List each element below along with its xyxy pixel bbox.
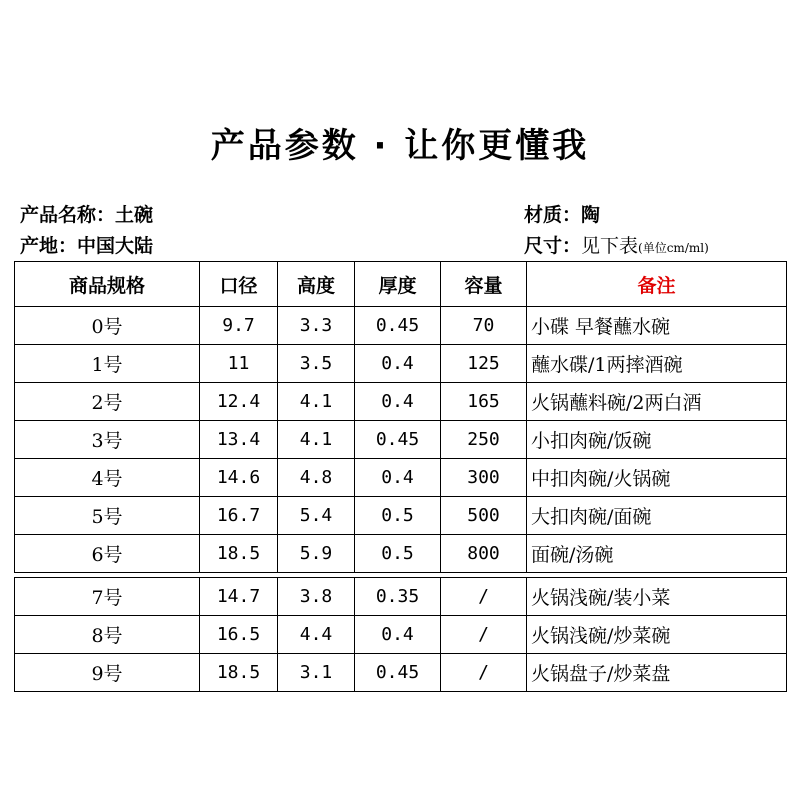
cell-capacity: 165 xyxy=(441,383,527,421)
product-name-label: 产品名称： xyxy=(20,204,116,226)
table-row xyxy=(15,578,787,616)
header-capacity: 容量 xyxy=(441,262,527,307)
cell-thickness: 0.4 xyxy=(355,345,441,383)
cell-spec: 7号 xyxy=(15,578,200,616)
table-row xyxy=(15,535,787,573)
cell-note: 小扣肉碗/饭碗 xyxy=(527,421,787,459)
cell-spec: 2号 xyxy=(15,383,200,421)
table-row xyxy=(15,459,787,497)
cell-spec: 3号 xyxy=(15,421,200,459)
cell-spec: 6号 xyxy=(15,535,200,573)
cell-diameter: 14.6 xyxy=(200,459,278,497)
cell-height: 4.1 xyxy=(278,383,355,421)
cell-capacity: 300 xyxy=(441,459,527,497)
cell-capacity: / xyxy=(441,654,527,692)
product-origin xyxy=(20,234,153,258)
cell-thickness: 0.45 xyxy=(355,654,441,692)
cell-note: 火锅蘸料碗/2两白酒 xyxy=(527,383,787,421)
page-title: 产品参数 · 让你更懂我 xyxy=(210,126,590,166)
cell-spec: 5号 xyxy=(15,497,200,535)
cell-thickness: 0.5 xyxy=(355,535,441,573)
cell-spec: 1号 xyxy=(15,345,200,383)
cell-note: 火锅盘子/炒菜盘 xyxy=(527,654,787,692)
table-row xyxy=(15,616,787,654)
cell-height: 5.9 xyxy=(278,535,355,573)
product-origin-value: 中国大陆 xyxy=(77,235,154,257)
product-size xyxy=(524,234,709,260)
cell-note: 蘸水碟/1两摔酒碗 xyxy=(527,345,787,383)
product-name xyxy=(20,203,153,227)
cell-thickness: 0.45 xyxy=(355,307,441,345)
cell-capacity: 70 xyxy=(441,307,527,345)
cell-height: 3.8 xyxy=(278,578,355,616)
cell-capacity: / xyxy=(441,578,527,616)
header-spec: 商品规格 xyxy=(15,262,200,307)
table-row xyxy=(15,497,787,535)
cell-capacity: / xyxy=(441,616,527,654)
product-name-value: 土碗 xyxy=(115,204,154,226)
table-row xyxy=(15,421,787,459)
cell-height: 4.4 xyxy=(278,616,355,654)
product-material-value: 陶 xyxy=(581,204,601,226)
cell-height: 3.5 xyxy=(278,345,355,383)
header-note: 备注 xyxy=(527,262,787,307)
table-row xyxy=(15,654,787,692)
cell-capacity: 800 xyxy=(441,535,527,573)
cell-note: 大扣肉碗/面碗 xyxy=(527,497,787,535)
cell-thickness: 0.4 xyxy=(355,383,441,421)
cell-diameter: 11 xyxy=(200,345,278,383)
cell-spec: 0号 xyxy=(15,307,200,345)
cell-capacity: 125 xyxy=(441,345,527,383)
cell-note: 小碟 早餐蘸水碗 xyxy=(527,307,787,345)
cell-capacity: 500 xyxy=(441,497,527,535)
cell-height: 5.4 xyxy=(278,497,355,535)
product-material xyxy=(524,203,600,227)
cell-thickness: 0.4 xyxy=(355,616,441,654)
cell-note: 中扣肉碗/火锅碗 xyxy=(527,459,787,497)
product-material-label: 材质： xyxy=(524,204,582,226)
cell-capacity: 250 xyxy=(441,421,527,459)
cell-diameter: 9.7 xyxy=(200,307,278,345)
cell-thickness: 0.35 xyxy=(355,578,441,616)
table-row xyxy=(15,307,787,345)
table-row xyxy=(15,383,787,421)
spec-table xyxy=(14,261,787,692)
cell-thickness: 0.4 xyxy=(355,459,441,497)
product-size-unit: (单位cm/ml) xyxy=(638,241,709,255)
table-header-row xyxy=(15,262,787,307)
cell-height: 4.1 xyxy=(278,421,355,459)
cell-thickness: 0.45 xyxy=(355,421,441,459)
cell-note: 火锅浅碗/炒菜碗 xyxy=(527,616,787,654)
cell-spec: 4号 xyxy=(15,459,200,497)
cell-diameter: 18.5 xyxy=(200,535,278,573)
cell-diameter: 13.4 xyxy=(200,421,278,459)
cell-height: 3.3 xyxy=(278,307,355,345)
cell-diameter: 18.5 xyxy=(200,654,278,692)
product-size-label: 尺寸： xyxy=(524,235,582,257)
header-diameter: 口径 xyxy=(200,262,278,307)
cell-spec: 8号 xyxy=(15,616,200,654)
cell-thickness: 0.5 xyxy=(355,497,441,535)
cell-height: 4.8 xyxy=(278,459,355,497)
header-thickness: 厚度 xyxy=(355,262,441,307)
cell-note: 面碗/汤碗 xyxy=(527,535,787,573)
table-row xyxy=(15,345,787,383)
cell-diameter: 12.4 xyxy=(200,383,278,421)
cell-diameter: 16.5 xyxy=(200,616,278,654)
cell-spec: 9号 xyxy=(15,654,200,692)
cell-note: 火锅浅碗/装小菜 xyxy=(527,578,787,616)
product-size-value: 见下表 xyxy=(581,235,639,257)
cell-height: 3.1 xyxy=(278,654,355,692)
cell-diameter: 14.7 xyxy=(200,578,278,616)
header-height: 高度 xyxy=(278,262,355,307)
product-origin-label: 产地： xyxy=(20,235,78,257)
cell-diameter: 16.7 xyxy=(200,497,278,535)
